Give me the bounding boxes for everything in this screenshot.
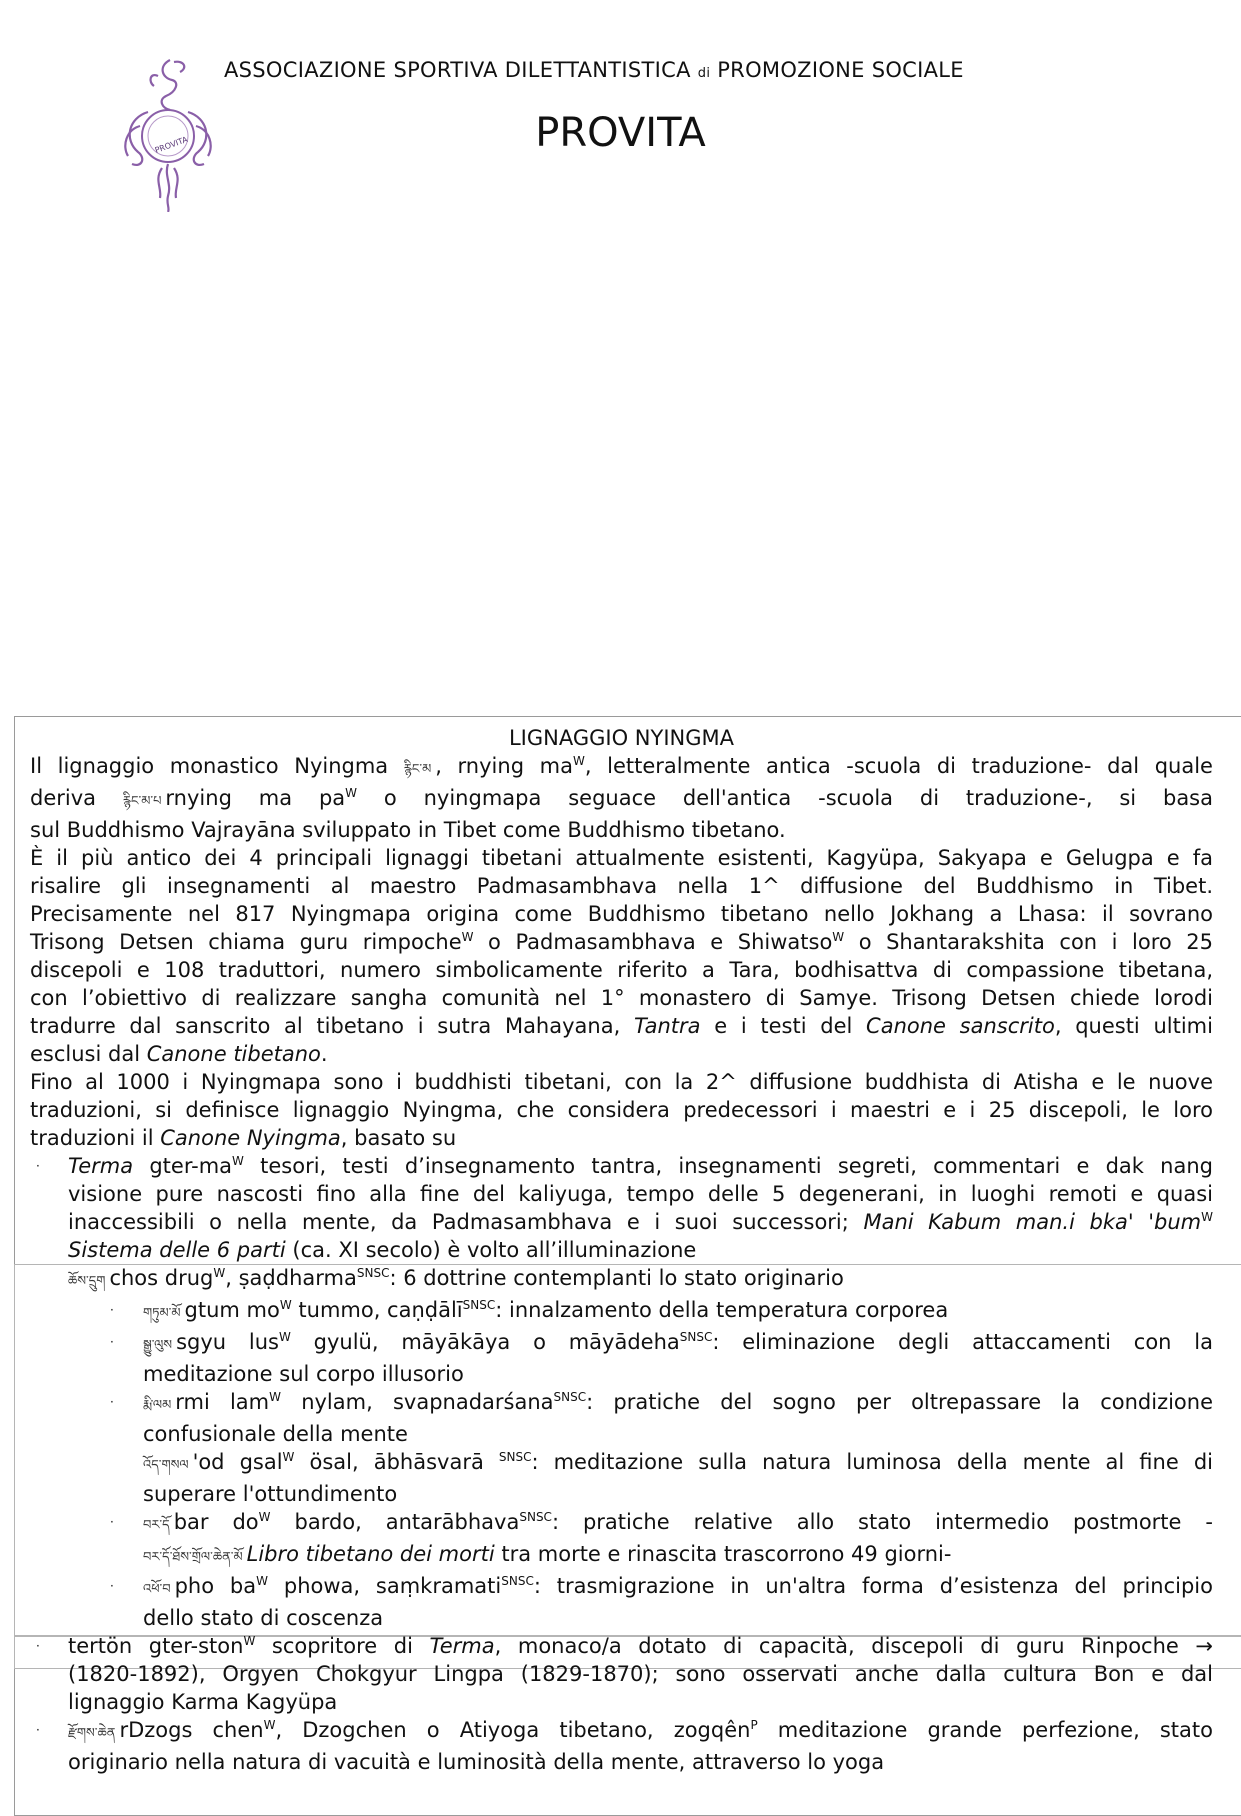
sub-item-gyulu: · སྒྱུ་ལུས sgyu lus$^W$ gyulü, māyākāya o māyādeha$^{SNSC}$: eliminazione degli attaccamenti con la meditazione sul corpo illusorio	[110, 1330, 1213, 1386]
paragraph-lineage: Fino al 1000 i Nyingmapa sono i buddhisti tibetani, con la 2^ diffusione buddhista di Atisha e le nuove traduzioni, si definisce lignaggio Nyingma, che considera predecessori i maestri e i 25 discepoli, le loro traduzioni il Canone Nyingma, basato su	[30, 1070, 1213, 1150]
sub-item-phowa: · འཕོ་བ pho $ba^W$ phowa, saṃkramati$^{SNSC}$: trasmigrazione in un'altra forma d’esistenza del principio dello stato di coscenza	[110, 1574, 1213, 1630]
sub-item-milam: · རྨི་ལམ rmi lam$^W$ nylam, svapnadarśana$^{SNSC}$: pratiche del sogno per oltrepassare la condizione confusionale della mente	[110, 1390, 1214, 1446]
list-item-dzogchen: · རྫོགས་ཆེན rDzogs chen$^W$, Dzogchen o Atiyoga tibetano, zogqên$^P$ meditazione grande perfezione, stato originario nella natura di vacuità e luminosità della mente, attraverso lo yoga	[36, 1718, 1213, 1774]
association-name: ASSOCIAZIONE SPORTIVA DILETTANTISTICA di PROMOZIONE SOCIALE	[224, 58, 964, 82]
arrow-right-icon: →	[1195, 1634, 1213, 1658]
document-title: LIGNAGGIO NYINGMA	[508, 726, 734, 750]
letterhead	[0, 0, 1241, 230]
sub-item-osal: འོད་གསལ 'od gsal$^W$ ösal, ābhāsvarā $^{SNSC}$: meditazione sulla natura luminosa della mente al fine di superare l'ottundimento	[143, 1450, 1213, 1506]
document-body	[30, 724, 1213, 1776]
logo-text: PROVITA	[153, 134, 189, 155]
list-item-terma: · Terma gter-$ma^W$ tesori, testi d’insegnamento tantra, insegnamenti segreti, commentari e dak nang visione pure nascosti fino alla fine del kaliyuga, tempo delle 5 degenerani, in luoghi remoti e quasi inaccessibili o nella mente, da Padmasambhava e i suoi successori; Mani Kabum man.i bka' 'bum$^W$ Sistema delle 6 parti (ca. XI secolo) è volto all’illuminazione	[36, 1154, 1213, 1262]
list-item-terton: · tertön gter-ston$^W$ scopritore di Terma, monaco/a dotato di capacità, discepoli di guru Rinpoche → (1820-1892), Orgyen Chokgyur Lingpa (1829-1870); sono osservati anche dalla cultura Bon e dal lignaggio Karma Kagyüpa	[36, 1634, 1213, 1714]
sub-item-tummo: · གཏུམ་མོ gtum $mo^W$ tummo, caṇḍālī$^{SNSC}$: innalzamento della temperatura corporea	[110, 1298, 949, 1322]
sub-item-bardo: · བར་དོ bar $do^W$ bardo, antarābhava$^{SNSC}$: pratiche relative allo stato intermedio postmorte - བར་དོ་ཐོས་གྲོལ་ཆེན་མོ Libro tibetano dei morti tra morte e rinascita trascorrono 49 giorni-	[110, 1510, 1213, 1566]
association-title: PROVITA	[535, 110, 706, 156]
paragraph-history: È il più antico dei 4 principali lignaggi tibetani attualmente esistenti, Kagyüpa, Sakyapa e Gelugpa e fa risalire gli insegnamenti al maestro Padmasambhava nella 1^ diffusione del Buddhismo in Tibet. Precisamente nel 817 Nyingmapa origina come Buddhismo tibetano nello Jokhang a Lhasa: il sovrano Trisong Detsen chiama guru rimpoche$^W$ o Padmasambhava e Shiwatso$^W$ o Shantarakshita con i loro 25 discepoli e 108 traduttori, numero simbolicamente riferito a Tara, bodhisattva di compassione tibetana, con l’obiettivo di realizzare sangha comunità nel 1° monastero di Samye. Trisong Detsen chiede lorodi tradurre dal sanscrito al tibetano i sutra Mahayana, Tantra e i testi del Canone sanscrito, questi ultimi esclusi dal Canone tibetano.	[30, 846, 1213, 1066]
paragraph-intro: Il lignaggio monastico Nyingma རྙིང་མ , rnying $ma^W$, letteralmente antica -scuola di traduzione- dal quale deriva རྙིང་མ་པ rnying ma $pa^W$ o nyingmapa seguace dell'antica -scuola di traduzione-, si basa sul Buddhismo Vajrayāna sviluppato in Tibet come Buddhismo tibetano.	[30, 754, 1213, 842]
list-item-chos-drug: ཆོས་དྲུག chos drug$^W$, ṣaḍdharma$^{SNSC}$: 6 dottrine contemplanti lo stato originario	[68, 1266, 844, 1290]
